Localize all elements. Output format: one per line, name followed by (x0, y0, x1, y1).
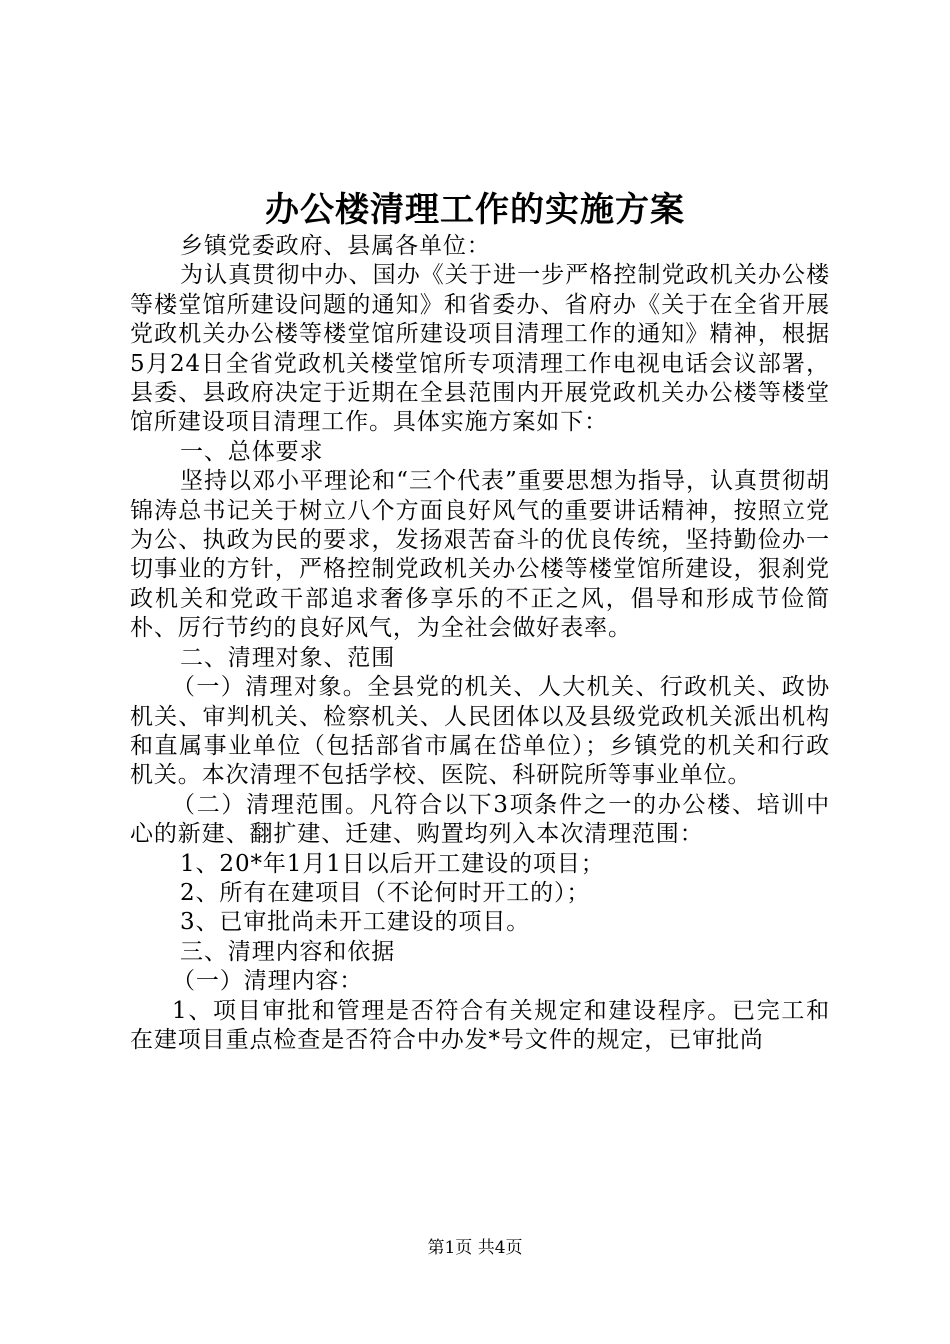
document-body (130, 232, 830, 1055)
salutation: 乡镇党委政府、县属各单位： (180, 233, 491, 259)
paragraph-project-approval: 1、项目审批和管理是否符合有关规定和建设程序。已完工和在建项目重点检查是否符合中办发*号文件的规定，已审批尚 (130, 997, 830, 1053)
list-item-2: 2、所有在建项目（不论何时开工的）； (180, 879, 591, 906)
paragraph-general-requirements: 坚持以邓小平理论和“三个代表”重要思想为指导，认真贯彻胡锦涛总书记关于树立八个方面良好风气的重要讲话精神，按照立党为公、执政为民的要求，发扬艰苦奋斗的优良传统，坚持勤俭办一切事业的方针，严格控制党政机关办公楼等楼堂馆所建设，狠刹党政机关和党政干部追求奢侈享乐的不正之风，倡导和形成节俭简朴、厉行节约的良好风气，为全社会做好表率。 (130, 468, 830, 642)
document-title: 办公楼清理工作的实施方案 (265, 190, 685, 230)
intro-paragraph: 为认真贯彻中办、国办《关于进一步严格控制党政机关办公楼等楼堂馆所建设问题的通知》和省委办、省府办《关于在全省开展党政机关办公楼等楼堂馆所建设项目清理工作的通知》精神，根据5月24日全省党政机关楼堂馆所专项清理工作电视电话会议部署，县委、县政府决定于近期在全县范围内开展党政机关办公楼等楼堂馆所建设项目清理工作。具体实施方案如下： (130, 262, 830, 436)
list-item-1: 1、20*年1月1日以后开工建设的项目； (180, 850, 605, 877)
section-heading-2: 二、清理对象、范围 (180, 644, 396, 671)
paragraph-clean-targets: （一）清理对象。全县党的机关、人大机关、行政机关、政协机关、审判机关、检察机关、人民团体以及县级党政机关派出机构和直属事业单位（包括部省市属在岱单位）；乡镇党的机关和行政机关。本次清理不包括学校、医院、科研院所等事业单位。 (130, 674, 830, 789)
page-number: 第1页 共4页 (427, 1238, 523, 1258)
subsection-heading: （一）清理内容： (172, 968, 364, 995)
section-heading-1: 一、总体要求 (180, 438, 324, 465)
section-heading-3: 三、清理内容和依据 (180, 938, 396, 965)
list-item-3: 3、已审批尚未开工建设的项目。 (180, 909, 531, 936)
paragraph-clean-scope: （二）清理范围。凡符合以下3项条件之一的办公楼、培训中心的新建、翻扩建、迁建、购置均列入本次清理范围： (130, 791, 830, 848)
